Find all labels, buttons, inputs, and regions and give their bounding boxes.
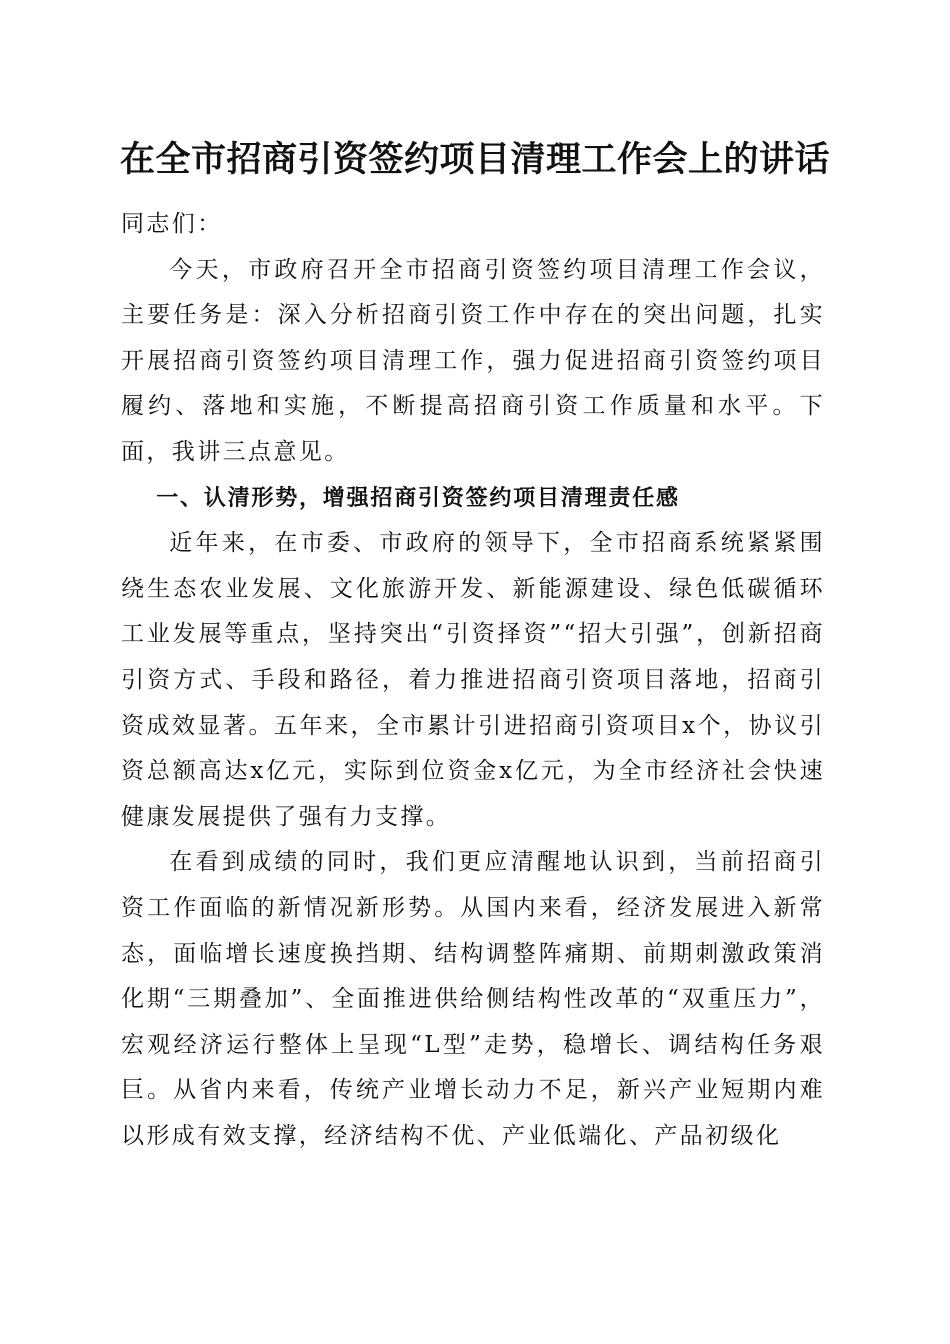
paragraph-section1-1: 近年来，在市委、市政府的领导下，全市招商系统紧紧围绕生态农业发展、文化旅游开发、新能源建设、绿色低碳循环工业发展等重点，坚持突出“引资择资”“招大引强”，创新招商引资方式、手段和路径，着力推进招商引资项目落地，招商引资成效显著。五年来，全市累计引进招商引资项目x个，协议引资总额高达x亿元，实际到位资金x亿元，为全市经济社会快速健康发展提供了强有力支撑。 — [121, 530, 825, 830]
paragraph-intro: 今天，市政府召开全市招商引资签约项目清理工作会议，主要任务是：深入分析招商引资工作中存在的突出问题，扎实开展招商引资签约项目清理工作，强力促进招商引资签约项目履约、落地和实施，不断提高招商引资工作质量和水平。下面，我讲三点意见。 — [121, 256, 825, 465]
paragraph-section1-2: 在看到成绩的同时，我们更应清醒地认识到，当前招商引资工作面临的新情况新形势。从国内来看，经济发展进入新常态，面临增长速度换挡期、结构调整阵痛期、前期刺激政策消化期“三期叠加”、全面推进供给侧结构性改革的“双重压力”，宏观经济运行整体上呈现“L型”走势，稳增长、调结构任务艰巨。从省内来看，传统产业增长动力不足，新兴产业短期内难以形成有效支撑，经济结构不优、产业低端化、产品初级化 — [121, 849, 825, 1149]
greeting: 同志们： — [121, 211, 223, 237]
section-heading-1: 一、认清形势，增强招商引资签约项目清理责任感 — [156, 485, 680, 511]
document-body — [121, 202, 825, 1159]
document-title: 在全市招商引资签约项目清理工作会上的讲话 — [119, 139, 830, 180]
